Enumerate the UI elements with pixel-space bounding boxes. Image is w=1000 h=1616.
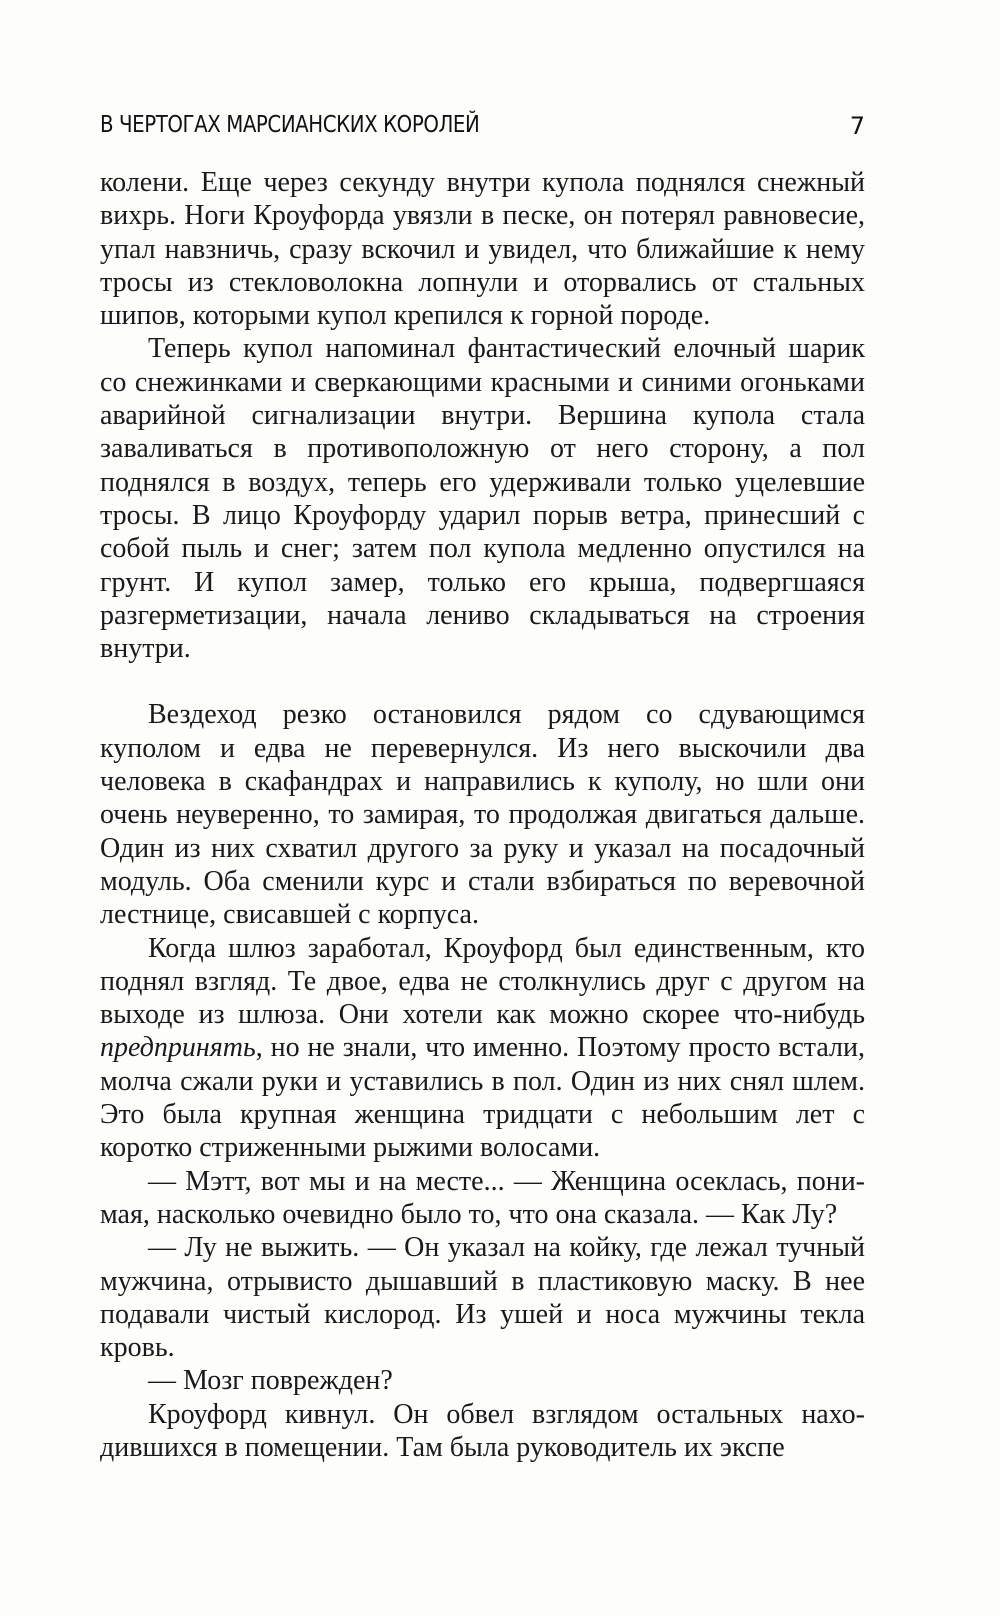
running-title: В ЧЕРТОГАХ МАРСИАНСКИХ КОРОЛЕЙ — [100, 112, 480, 138]
paragraph-3: Вездеход резко остановился рядом со сдувающимся куполом и едва не перевернулся. Из него выскочили два человека в скафандрах и направились к куполу, но шли они очень неуверенно, то замирая, то продолжая двигаться дальше. Один из них схватил другого за руку и указал на посадочный модуль. Оба сменили курс и стали взбираться по веревочной лестнице, свисавшей с корпуса. — [100, 699, 865, 931]
body-text — [100, 166, 865, 1464]
paragraph-2: Теперь купол напоминал фантастический елочный шарик со снежинками и сверкающими красными и синими огоньками аварийной сигнализации внутри. Вершина купола стала заваливаться в противоположную от него сторону, а пол поднялся в воздух, теперь его удерживали только уцелевшие тросы. В лицо Кроуфорду ударил порыв ветра, принесший с собой пыль и снег; затем пол купола медленно опустился на грунт. И купол замер, только его крыша, подвергшаяся разгерметизации, начала лениво складываться на строения внутри. — [100, 333, 865, 665]
paragraph-5: — Мэтт, вот мы и на месте... — Женщина осеклась, понимая, насколько очевидно было то, что она сказала. — Как Лу? — [100, 1165, 865, 1230]
running-header — [100, 112, 865, 148]
paragraph-4-text-start: Когда шлюз заработал, Кроуфорд был единственным, кто поднял взгляд. Те двое, едва не столкнулись друг с другом на выходе из шлюза. Они хотели как можно скорее что-нибудь — [100, 932, 865, 1031]
paragraph-1: колени. Еще через секунду внутри купола поднялся снежный вихрь. Ноги Кроуфорда увязли в песке, он потерял равновесие, упал навзничь, сразу вскочил и увидел, что ближайшие к нему тросы из стекловолокна лопнули и оторвались от стальных шипов, которыми купол крепился к горной породе. — [100, 167, 865, 332]
paragraph-8: Кроуфорд кивнул. Он обвел взглядом остальных находившихся в помещении. Там была руководитель их экспе — [100, 1398, 865, 1463]
paragraph-4 — [100, 932, 865, 1165]
page-number: 7 — [849, 112, 865, 140]
paragraph-7: — Мозг поврежден? — [148, 1365, 393, 1397]
emphasis-word: предпринять — [100, 1032, 256, 1064]
paragraph-6: — Лу не выжить. — Он указал на койку, где лежал тучный мужчина, отрывисто дышавший в пластиковую маску. В нее подавали чистый кислород. Из ушей и носа мужчины текла кровь. — [100, 1232, 865, 1364]
paragraph-4-text-end: , но не знали, что именно. Поэтому просто встали, молча сжали руки и уставились в пол. Один из них снял шлем. Это была крупная женщина тридцати с небольшим лет с коротко стриженными рыжими волосами. — [100, 1032, 865, 1164]
